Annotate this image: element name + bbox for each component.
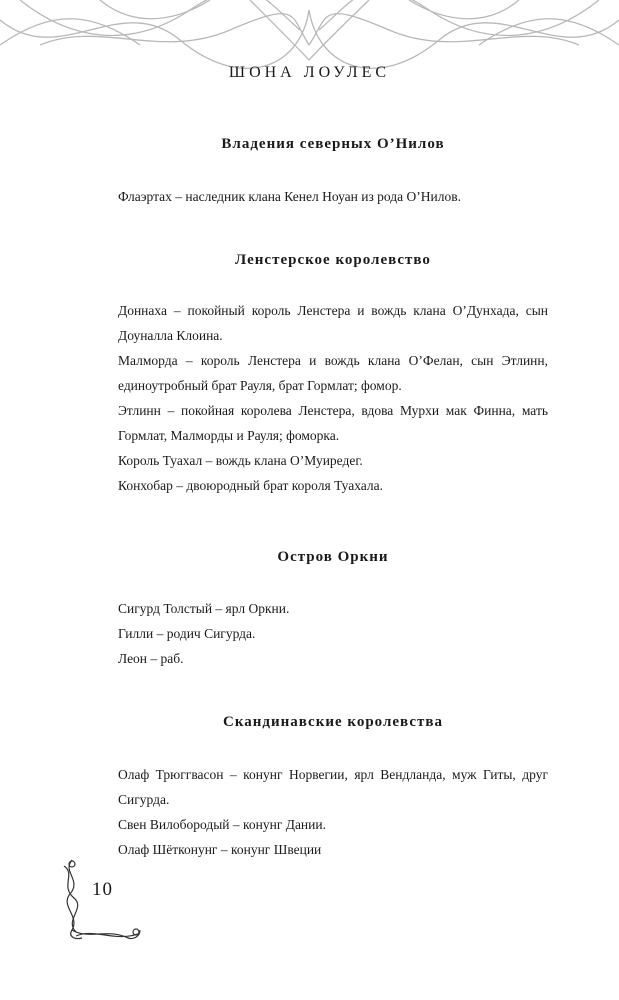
section-title-leinster: Ленстерское королевство bbox=[235, 252, 431, 268]
entry-line: Флаэртах – наследник клана Кенел Ноуан из рода О’Нилов. bbox=[118, 189, 461, 204]
section-body-scandinavia bbox=[118, 762, 548, 862]
entry-line: Гилли – родич Сигурда. bbox=[118, 626, 256, 641]
section-title-northern-oneills: Владения северных О’Нилов bbox=[221, 136, 445, 152]
section-title-scandinavia: Скандинавские королевства bbox=[223, 714, 443, 730]
entry-line: Сигурд Толстый – ярл Оркни. bbox=[118, 601, 290, 616]
entry-line: Олаф Трюггвасон – конунг Норвегии, ярл Вендланда, муж Гиты, друг Сигурда. bbox=[118, 767, 548, 807]
entry-line: Доннаха – покойный король Ленстера и вождь клана О’Дунхада, сын Доуналла Клоина. bbox=[118, 303, 548, 343]
entry-line: Король Туахал – вождь клана О’Муиредег. bbox=[118, 453, 363, 468]
page-number: 10 bbox=[92, 879, 113, 900]
entry-line: Малморда – король Ленстера и вождь клана О’Фелан, сын Этлинн, единоутробный брат Рауля, брат Гормлат; фомор. bbox=[118, 353, 548, 393]
entry-line: Этлинн – покойная королева Ленстера, вдова Мурхи мак Финна, мать Гормлат, Малморды и Рауля; фоморка. bbox=[118, 403, 548, 443]
entry-line: Конхобар – двоюродный брат короля Туахала. bbox=[118, 478, 383, 493]
entry-line: Леон – раб. bbox=[118, 651, 184, 666]
entry-line: Олаф Шётконунг – конунг Швеции bbox=[118, 842, 322, 857]
section-body-northern-oneills bbox=[118, 184, 548, 209]
section-body-leinster bbox=[118, 298, 548, 498]
entry-line: Свен Вилобородый – конунг Дании. bbox=[118, 817, 326, 832]
celtic-knot-header-ornament bbox=[0, 0, 619, 70]
running-head: ШОНА ЛОУЛЕС bbox=[228, 64, 391, 81]
section-body-orkney bbox=[118, 596, 548, 671]
section-title-orkney: Остров Оркни bbox=[277, 549, 389, 565]
